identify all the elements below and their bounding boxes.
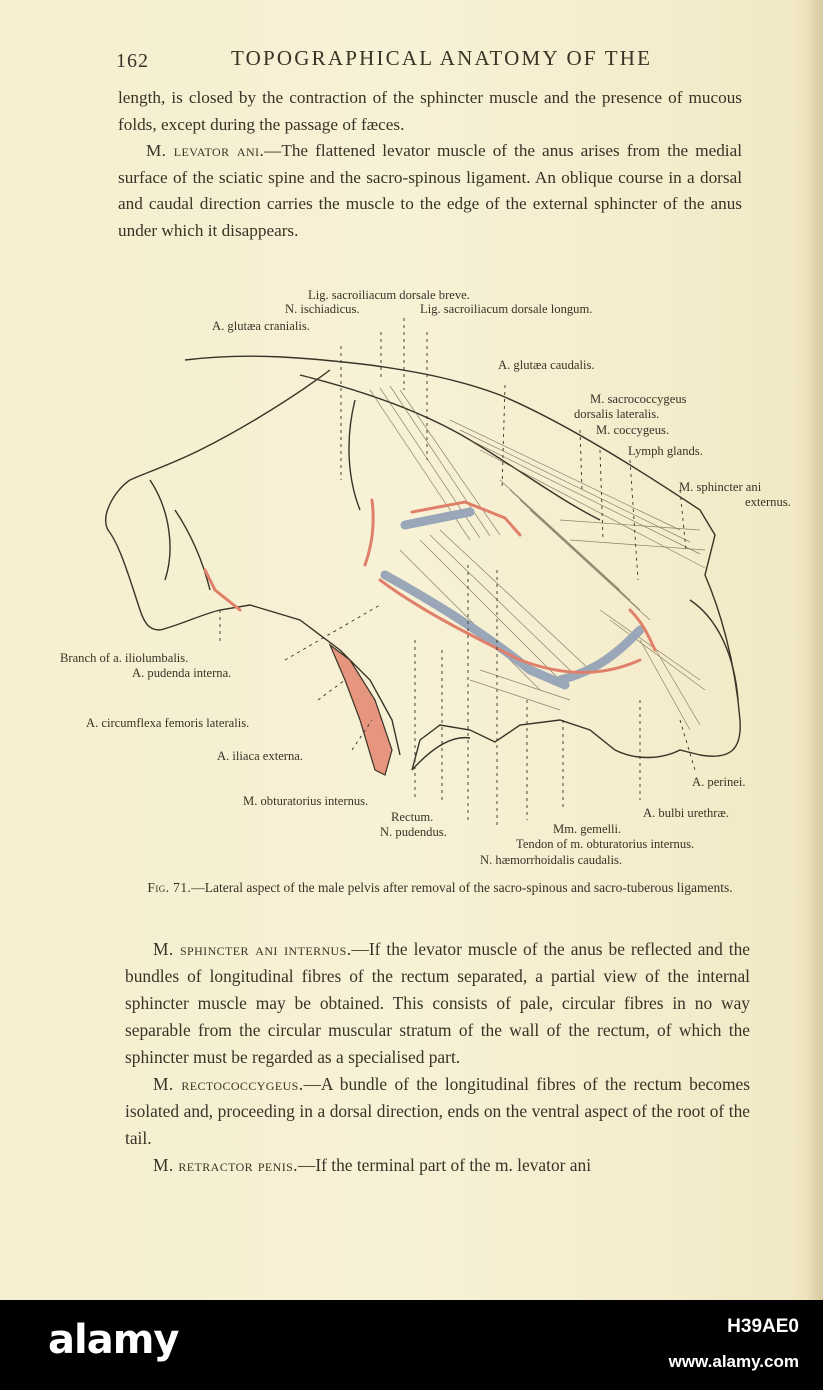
label-m-sacrococcygeus: M. sacrococcygeus — [590, 392, 687, 406]
sacrum-line — [300, 375, 600, 520]
label-m-sphincter-ani-2: externus. — [745, 495, 791, 509]
arteries — [205, 500, 655, 672]
label-tendon-obturatorius: Tendon of m. obturatorius internus. — [516, 837, 695, 851]
section-heading-sphincter-internus: M. sphincter ani internus. — [153, 939, 352, 959]
label-a-pudenda-interna: A. pudenda interna. — [132, 666, 232, 680]
label-n-ischiadicus: N. ischiadicus. — [285, 302, 360, 316]
running-title: TOPOGRAPHICAL ANATOMY OF THE — [231, 46, 653, 70]
veins — [385, 512, 640, 685]
tail-outline — [690, 600, 738, 700]
paragraph-continuation: length, is closed by the contraction of the sphincter muscle and the presence of mucous folds, except during the passage of fæces. — [118, 88, 742, 134]
label-a-glutaea-cranialis: A. glutæa cranialis. — [212, 319, 310, 333]
label-a-bulbi-urethrae: A. bulbi urethræ. — [643, 806, 730, 820]
paragraph-levator-ani — [118, 138, 742, 244]
label-a-perinei: A. perinei. — [692, 775, 746, 789]
label-a-glutaea-caudalis: A. glutæa caudalis. — [498, 358, 595, 372]
paragraph-rectococcygeus — [125, 1071, 750, 1152]
label-branch-iliolumbalis: Branch of a. iliolumbalis. — [60, 651, 189, 665]
figure-71 — [0, 280, 823, 880]
section-heading-levator-ani: M. levator ani. — [146, 141, 265, 161]
site-url-link[interactable]: www.alamy.com — [668, 1352, 799, 1371]
top-text-block — [118, 85, 742, 245]
label-a-circumflexa: A. circumflexa femoris lateralis. — [86, 716, 250, 730]
stock-footer-bar — [0, 1300, 823, 1390]
label-m-sphincter-ani: M. sphincter ani — [679, 480, 762, 494]
label-lig-sacroiliacum-breve: Lig. sacroiliacum dorsale breve. — [308, 288, 470, 302]
paragraph-sphincter-internus — [125, 936, 750, 1071]
label-lymph-glands: Lymph glands. — [628, 444, 703, 458]
image-id: H39AE0 — [727, 1316, 799, 1337]
paragraph-retractor-penis — [125, 1152, 750, 1179]
section-heading-rectococcygeus: M. rectococcygeus. — [153, 1074, 304, 1094]
label-m-coccygeus: M. coccygeus. — [596, 423, 670, 437]
notch-outline — [150, 480, 170, 580]
alamy-logo[interactable]: alamy — [48, 1317, 179, 1363]
page-number: 162 — [116, 50, 149, 72]
pelvis-illustration — [0, 280, 823, 880]
caption-text: —Lateral aspect of the male pelvis after removal of the sacro-spinous and sacro-tuberous ligaments. — [191, 880, 733, 895]
paragraph-levator-ani-body: —The flattened levator muscle of the anus arises from the medial surface of the sciatic spine and the sacro-spinous ligament. An oblique course in a dorsal and caudal direction carries the muscle to the edge of the external sphincter of the anus under which it disappears. — [118, 141, 742, 240]
label-rectum: Rectum. — [391, 810, 434, 824]
label-m-sacrococcygeus-2: dorsalis lateralis. — [574, 407, 660, 421]
label-lig-sacroiliacum-longum: Lig. sacroiliacum dorsale longum. — [420, 302, 593, 316]
paragraph-rectococcygeus-body: —A bundle of the longitudinal fibres of the rectum becomes isolated and, proceeding in a dorsal direction, ends on the ventral aspect of the root of the tail. — [125, 1074, 750, 1148]
bottom-text-block — [125, 936, 750, 1179]
femoral-artery — [330, 645, 392, 775]
label-n-pudendus: N. pudendus. — [380, 825, 447, 839]
label-mm-gemelli: Mm. gemelli. — [553, 822, 622, 836]
label-a-iliaca-externa: A. iliaca externa. — [217, 749, 304, 763]
paragraph-retractor-penis-body: —If the terminal part of the m. levator ani — [297, 1155, 592, 1175]
paragraph-sphincter-internus-body: —If the levator muscle of the anus be reflected and the bundles of longitudinal fibres of the rectum separated, a partial view of the internal sphincter muscle may be obtained. This consists of pale, circular fibres in no way separable from the circular muscular stratum of the wall of the rectum, of which the sphincter must be regarded as a specialised part. — [125, 939, 751, 1067]
caption-fig-number: Fig. 71. — [147, 880, 192, 895]
figure-caption — [140, 878, 740, 897]
label-n-haemorrhoidalis: N. hæmorrhoidalis caudalis. — [480, 853, 623, 867]
section-heading-retractor-penis: M. retractor penis. — [153, 1155, 298, 1175]
ischium-outline — [412, 738, 470, 770]
label-m-obturatorius-internus: M. obturatorius internus. — [243, 794, 369, 808]
